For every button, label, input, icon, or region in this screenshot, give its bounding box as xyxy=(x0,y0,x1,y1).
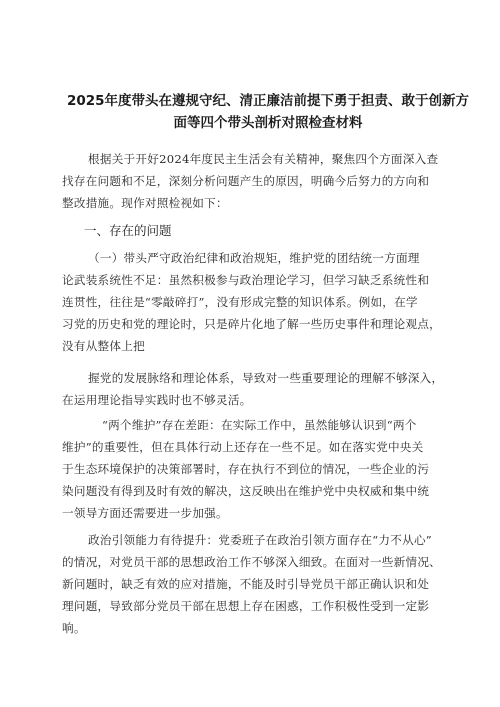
paragraph-line: 染问题没有得到及时有效的解决，这反映出在维护党中央权威和集中统 xyxy=(62,484,430,498)
paragraph-4 xyxy=(62,529,458,639)
document-title-line-1: 2025年度带头在遵规守纪、清正廉洁前提下勇于担责、敢于创新方 xyxy=(66,93,470,109)
paragraph-2 xyxy=(62,367,458,411)
paragraph-line: 握党的发展脉络和理论体系，导致对一些重要理论的理解不够深入， xyxy=(88,371,444,385)
document-title-line-2: 面等四个带头剖析对照检查材料 xyxy=(173,115,363,131)
paragraph-line: 习党的历史和党的理论时，只是碎片化地了解一些历史事件和理论观点， xyxy=(62,317,442,331)
paragraph-1 xyxy=(62,247,458,357)
paragraph-line: （一）带头严守政治纪律和政治规矩，维护党的团结统一方面理 xyxy=(88,251,420,265)
paragraph-line: 论武装系统性不足：虽然积极参与政治理论学习，但学习缺乏系统性和 xyxy=(62,273,430,287)
paragraph-3 xyxy=(62,414,458,524)
intro-line: 找存在问题和不足，深刻分析问题产生的原因，明确今后努力的方向和 xyxy=(62,174,430,188)
paragraph-line: 一领导方面还需要进一步加强。 xyxy=(62,506,228,520)
intro-line: 整改措施。现作对照检视如下： xyxy=(62,196,228,210)
paragraph-line: 新问题时，缺乏有效的应对措施，不能及时引导党员干部正确认识和处 xyxy=(62,577,430,591)
paragraph-line: 于生态环境保护的决策部署时，存在执行不到位的情况，一些企业的污 xyxy=(62,462,430,476)
section-heading: 一、存在的问题 xyxy=(84,223,172,238)
paragraph-line: 没有从整体上把 xyxy=(62,339,145,353)
paragraph-line: 政治引领能力有待提升：党委班子在政治引领方面存在“力不从心” xyxy=(88,533,432,547)
intro-paragraph xyxy=(62,148,458,214)
paragraph-line: 响。 xyxy=(62,621,86,635)
paragraph-line: 维护”的重要性，但在具体行动上还存在一些不足。如在落实党中央关 xyxy=(62,440,424,454)
paragraph-line: 的情况，对党员干部的思想政治工作不够深入细致。在面对一些新情况、 xyxy=(62,555,442,569)
paragraph-line: 理问题，导致部分党员干部在思想上存在困惑，工作积极性受到一定影 xyxy=(62,599,430,613)
intro-line: 根据关于开好2024年度民主生活会有关精神，聚焦四个方面深入查 xyxy=(88,152,439,166)
paragraph-line: 在运用理论指导实践时也不够灵活。 xyxy=(62,393,252,407)
paragraph-line: “两个维护”存在差距：在实际工作中，虽然能够认识到“两个 xyxy=(102,418,417,432)
paragraph-line: 连贯性，往往是“零敲碎打”，没有形成完整的知识体系。例如，在学 xyxy=(62,295,418,309)
